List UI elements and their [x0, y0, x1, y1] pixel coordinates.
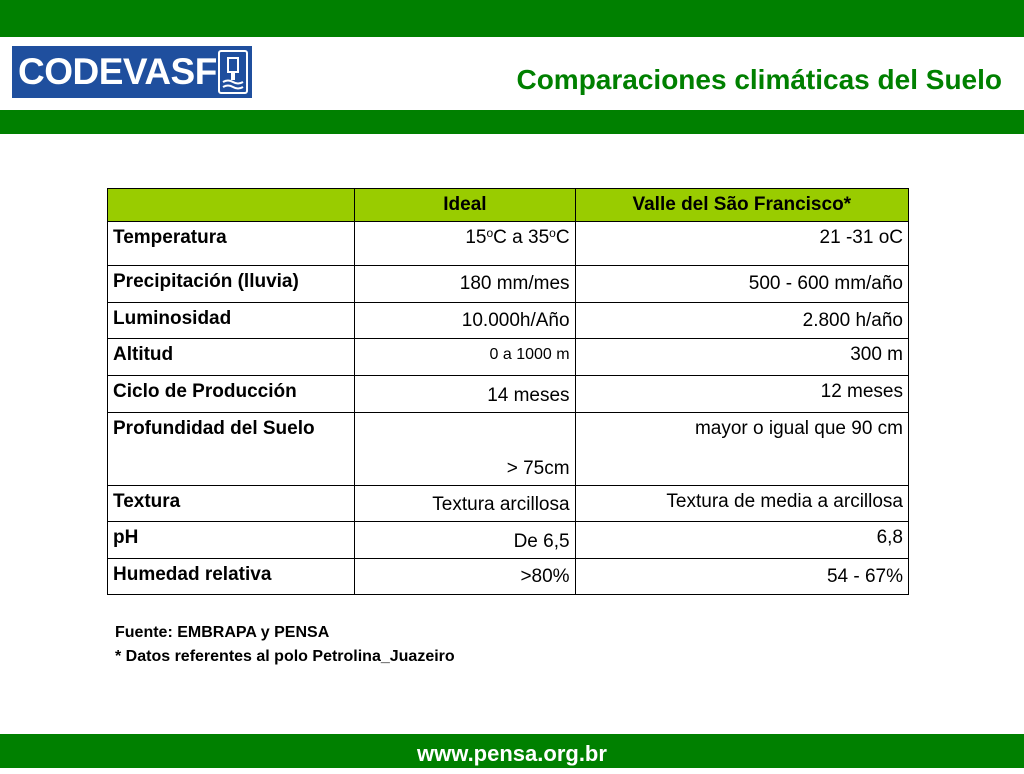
cell-valle: 500 - 600 mm/año — [575, 266, 908, 303]
row-label: pH — [108, 522, 355, 559]
codevasf-logo — [12, 46, 252, 98]
cell-ideal: 180 mm/mes — [355, 266, 575, 303]
temp-unit-end: C — [555, 227, 570, 248]
cell-ideal: 0 a 1000 m — [355, 339, 575, 376]
row-label: Luminosidad — [108, 303, 355, 339]
top-green-bar — [0, 0, 1024, 37]
table-header-valle: Valle del São Francisco* — [575, 189, 908, 222]
footer-bar — [0, 734, 1024, 768]
temp-max: 35 — [528, 227, 550, 248]
table-row — [108, 376, 909, 413]
degree-symbol: o — [486, 226, 494, 240]
row-label: Profundidad del Suelo — [108, 413, 355, 486]
page-title: Comparaciones climáticas del Suelo — [516, 64, 1002, 95]
footer-url-link[interactable]: www.pensa.org.br — [417, 741, 607, 766]
notes — [115, 621, 455, 669]
cell-valle: 6,8 — [575, 522, 908, 559]
table-header-ideal: Ideal — [355, 189, 575, 222]
table-row — [108, 339, 909, 376]
cell-valle: 21 -31 oC — [575, 222, 908, 266]
header-green-bar — [0, 110, 1024, 134]
table-row — [108, 303, 909, 339]
cell-ideal: De 6,5 — [355, 522, 575, 559]
temp-min: 15 — [465, 227, 487, 248]
table-header-empty — [108, 189, 355, 222]
cell-valle: Textura de media a arcillosa — [575, 486, 908, 522]
table-row — [108, 486, 909, 522]
cell-ideal: > 75cm — [355, 413, 575, 486]
table-header-row — [108, 189, 909, 222]
row-label: Temperatura — [108, 222, 355, 266]
row-label: Humedad relativa — [108, 559, 355, 595]
row-label: Ciclo de Producción — [108, 376, 355, 413]
cell-valle: 12 meses — [575, 376, 908, 413]
row-label: Textura — [108, 486, 355, 522]
row-label: Altitud — [108, 339, 355, 376]
table-row — [108, 413, 909, 486]
cell-ideal: 10.000h/Año — [355, 303, 575, 339]
table-row — [108, 522, 909, 559]
cell-ideal: >80% — [355, 559, 575, 595]
cell-valle: 2.800 h/año — [575, 303, 908, 339]
source-note: Fuente: EMBRAPA y PENSA — [115, 624, 330, 641]
climate-comparison-table — [107, 188, 909, 595]
cell-valle: mayor o igual que 90 cm — [575, 413, 908, 486]
cell-valle: 300 m — [575, 339, 908, 376]
footnote: * Datos referentes al polo Petrolina_Juazeiro — [115, 648, 455, 665]
header — [0, 37, 1024, 110]
cell-ideal — [355, 222, 575, 266]
cell-ideal: 14 meses — [355, 376, 575, 413]
logo-text: CODEVASF — [18, 51, 217, 92]
degree-symbol: o — [549, 226, 556, 240]
table-row — [108, 222, 909, 266]
table-row — [108, 266, 909, 303]
table-row — [108, 559, 909, 595]
logo-seal-icon — [218, 50, 248, 94]
cell-valle: 54 - 67% — [575, 559, 908, 595]
cell-ideal: Textura arcillosa — [355, 486, 575, 522]
row-label: Precipitación (lluvia) — [108, 266, 355, 303]
temp-unit-mid: C a — [493, 227, 528, 248]
